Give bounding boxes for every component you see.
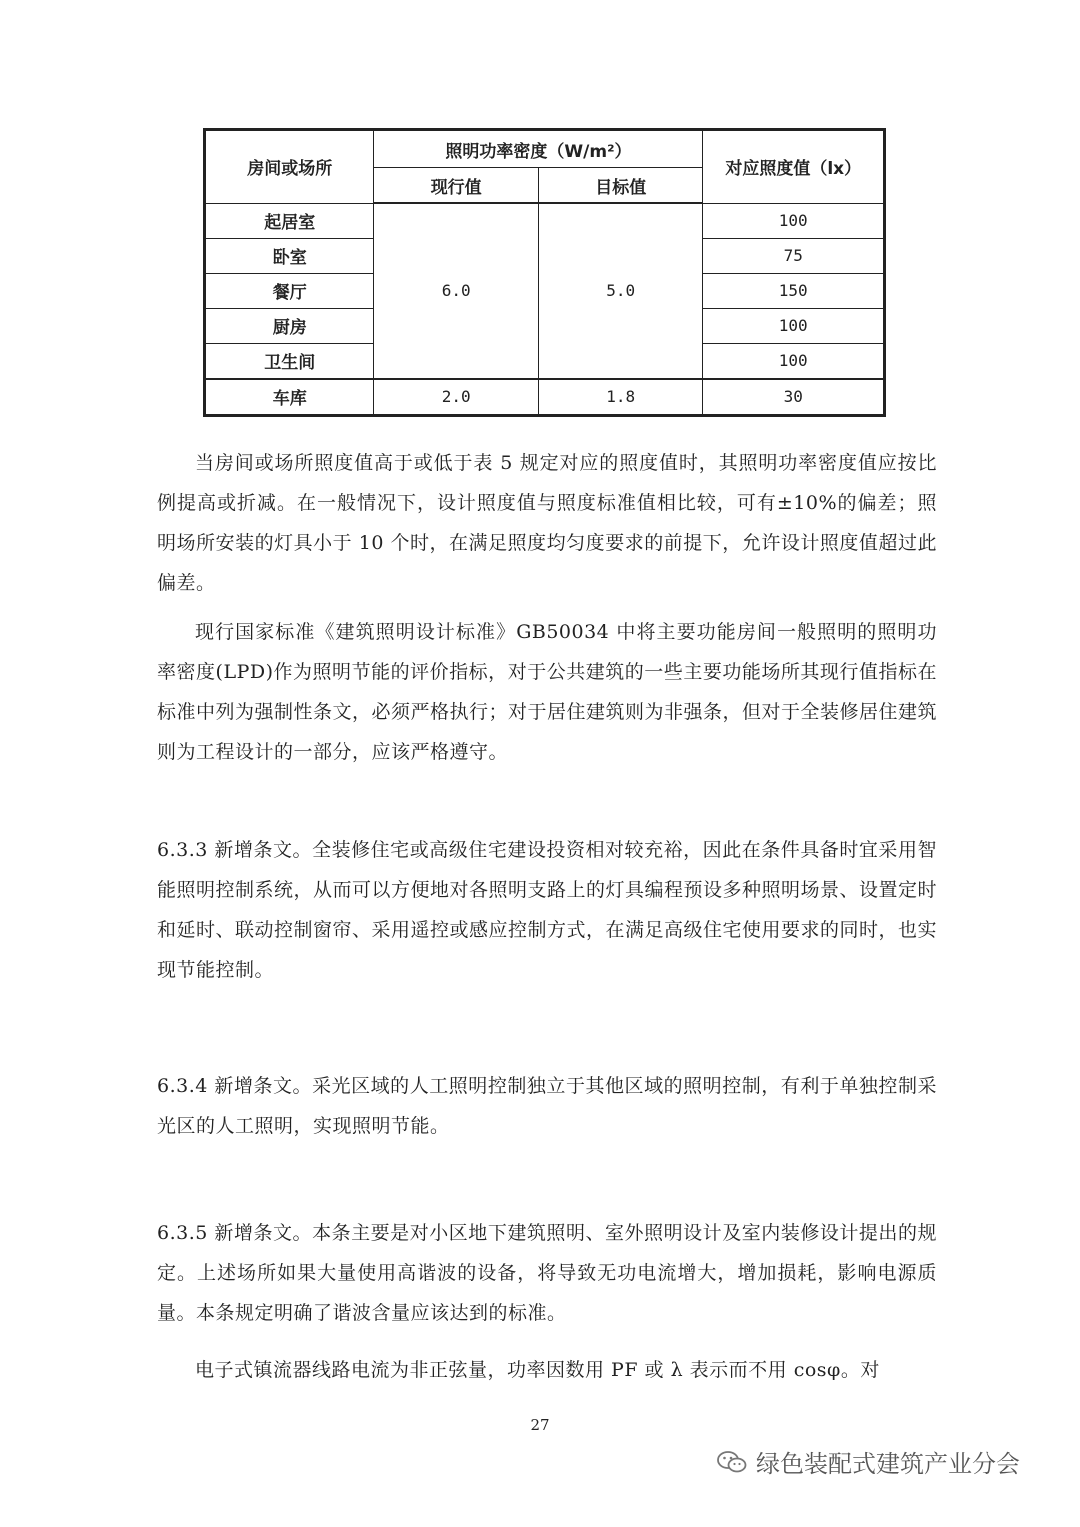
watermark	[716, 1444, 1020, 1479]
watermark-text: 绿色装配式建筑产业分会	[756, 1450, 1020, 1478]
room-cell-garage: 车库	[205, 379, 374, 416]
lux-cell: 100	[703, 343, 885, 379]
paragraph-lpd-standard: 现行国家标准《建筑照明设计标准》GB50034 中将主要功能房间一般照明的照明功率密度(LPD)作为照明节能的评价指标，对于公共建筑的一些主要功能场所其现行值指标在标准中列为强制性条文，必须严格执行；对于居住建筑则为非强条，但对于全装修居住建筑则为工程设计的一部分，应该严格遵守。	[157, 621, 938, 763]
header-lpd: 照明功率密度（W/m²）	[374, 130, 703, 168]
lighting-power-density-table	[203, 128, 886, 417]
paragraph-6-3-3: 6.3.3 新增条文。全装修住宅或高级住宅建设投资相对较充裕，因此在条件具备时宜采用智能照明控制系统，从而可以方便地对各照明支路上的灯具编程预设多种照明场景、设置定时和延时、联动控制窗帘、采用遥控或感应控制方式，在满足高级住宅使用要求的同时，也实现节能控制。	[157, 839, 938, 981]
room-cell: 厨房	[205, 308, 374, 343]
lux-cell: 100	[703, 203, 885, 238]
wechat-icon	[716, 1449, 748, 1475]
paragraph-6-3-5: 6.3.5 新增条文。本条主要是对小区地下建筑照明、室外照明设计及室内装修设计提出的规定。上述场所如果大量使用高谐波的设备，将导致无功电流增大，增加损耗，影响电源质量。本条规定明确了谐波含量应该达到的标准。	[157, 1222, 937, 1324]
lux-cell: 100	[703, 308, 885, 343]
header-lux: 对应照度值（lx）	[703, 130, 885, 204]
lux-cell: 150	[703, 273, 885, 308]
garage-current-value: 2.0	[374, 379, 539, 416]
lux-cell: 75	[703, 238, 885, 273]
room-cell: 起居室	[205, 203, 374, 238]
merged-target-value: 5.0	[538, 203, 703, 379]
paragraph-ballast: 电子式镇流器线路电流为非正弦量，功率因数用 PF 或 λ 表示而不用 cosφ。对	[195, 1359, 880, 1381]
paragraph-6-3-4: 6.3.4 新增条文。采光区域的人工照明控制独立于其他区域的照明控制，有利于单独控制采光区的人工照明，实现照明节能。	[157, 1075, 937, 1137]
room-cell: 卫生间	[205, 343, 374, 379]
paragraph-illuminance-adjustment: 当房间或场所照度值高于或低于表 5 规定对应的照度值时，其照明功率密度值应按比例提高或折减。在一般情况下，设计照度值与照度标准值相比较，可有±10%的偏差；照明场所安装的灯具小于 10 个时，在满足照度均匀度要求的前提下，允许设计照度值超过此偏差。	[157, 452, 937, 594]
header-current: 现行值	[374, 168, 539, 204]
garage-lux-value: 30	[703, 379, 885, 416]
header-room: 房间或场所	[205, 130, 374, 204]
garage-target-value: 1.8	[538, 379, 703, 416]
merged-current-value: 6.0	[374, 203, 539, 379]
header-target: 目标值	[538, 168, 703, 204]
room-cell: 卧室	[205, 238, 374, 273]
room-cell: 餐厅	[205, 273, 374, 308]
page-number: 27	[530, 1416, 550, 1434]
